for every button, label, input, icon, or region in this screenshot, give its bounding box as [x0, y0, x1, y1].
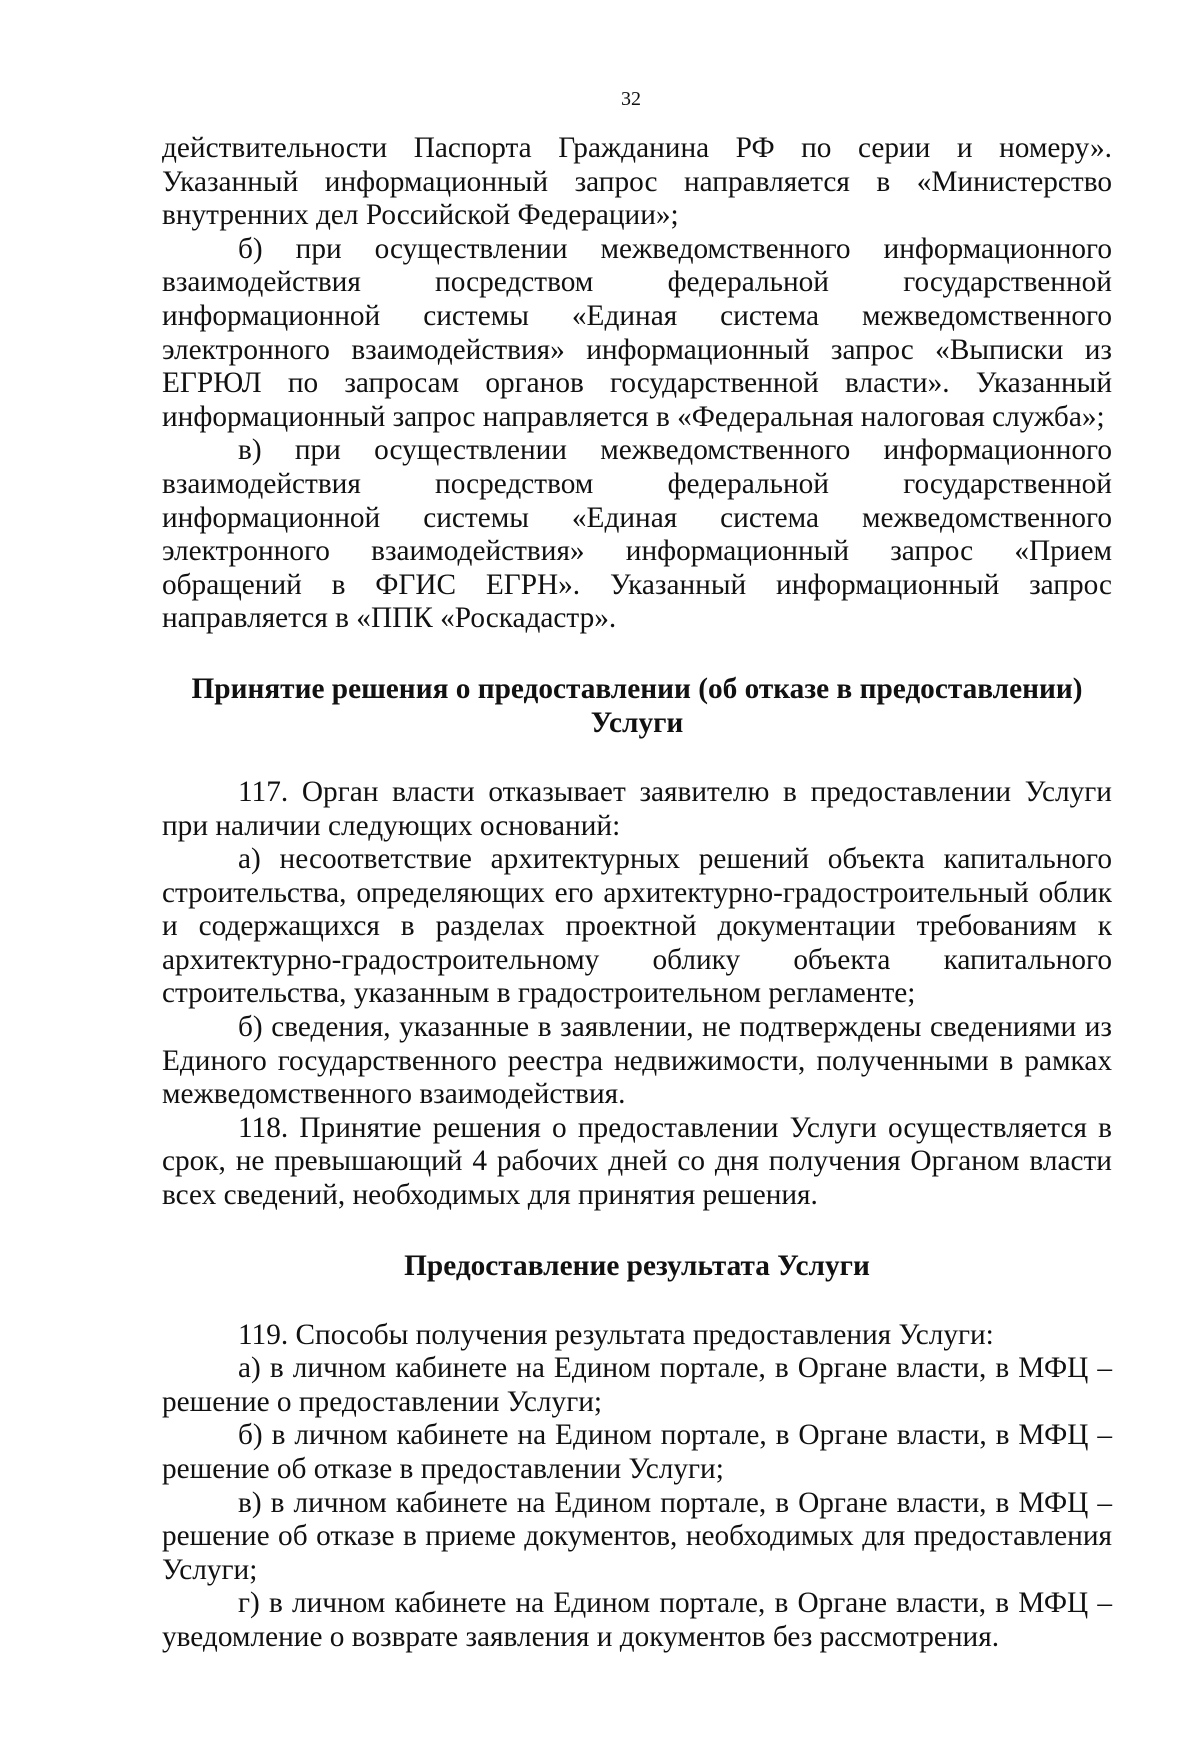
paragraph-119-b: б) в личном кабинете на Едином портале, в Органе власти, в МФЦ – решение об отказе в предоставлении Услуги;: [162, 1419, 1112, 1485]
paragraph-117: 117. Орган власти отказывает заявителю в предоставлении Услуги при наличии следующих оснований:: [162, 775, 1112, 842]
paragraph-117-b: б) сведения, указанные в заявлении, не подтверждены сведениями из Единого государственного реестра недвижимости, полученными в рамках межведомственного взаимодействия.: [162, 1011, 1112, 1111]
paragraph-119: 119. Способы получения результата предоставления Услуги:: [238, 1318, 994, 1351]
paragraph-119-v: в) в личном кабинете на Едином портале, в Органе власти, в МФЦ – решение об отказе в приеме документов, необходимых для предоставления Услуги;: [162, 1486, 1112, 1586]
section-title-result: Предоставление результата Услуги: [404, 1249, 870, 1282]
section-title-decision: Принятие решения о предоставлении (об отказе в предоставлении) Услуги: [191, 672, 1083, 739]
document-body: [162, 132, 1112, 1655]
paragraph-118: 118. Принятие решения о предоставлении Услуги осуществляется в срок, не превышающий 4 рабочих дней со дня получения Органом власти всех сведений, необходимых для принятия решения.: [162, 1111, 1112, 1212]
paragraph-119-a: а) в личном кабинете на Едином портале, в Органе власти, в МФЦ – решение о предоставлении Услуги;: [162, 1352, 1112, 1418]
paragraph-item-b: б) при осуществлении межведомственного информационного взаимодействия посредством федеральной государственной информационной системы «Единая система межведомственного электронного взаимодействия» информационный запрос «Выписки из ЕГРЮЛ по запросам органов государственной власти». Указанный информационный запрос направляется в «Федеральная налоговая служба»;: [162, 232, 1112, 433]
paragraph-117-a: а) несоответствие архитектурных решений объекта капитального строительства, определяющих его архитектурно-градостроительный облик и содержащихся в разделах проектной документации требованиям к архитектурно-градостроительному облику объекта капитального строительства, указанным в градостроительном регламенте;: [162, 843, 1112, 1010]
page-number: 32: [621, 88, 641, 110]
paragraph-item-v: в) при осуществлении межведомственного информационного взаимодействия посредством федеральной государственной информационной системы «Единая система межведомственного электронного взаимодействия» информационный запрос «Прием обращений в ФГИС ЕГРН». Указанный информационный запрос направляется в «ППК «Роскадастр».: [162, 434, 1112, 635]
paragraph-119-g: г) в личном кабинете на Едином портале, в Органе власти, в МФЦ – уведомление о возврате заявления и документов без рассмотрения.: [162, 1587, 1112, 1653]
paragraph-continuation: действительности Паспорта Гражданина РФ по серии и номеру». Указанный информационный запрос направляется в «Министерство внутренних дел Российской Федерации»;: [162, 132, 1112, 232]
